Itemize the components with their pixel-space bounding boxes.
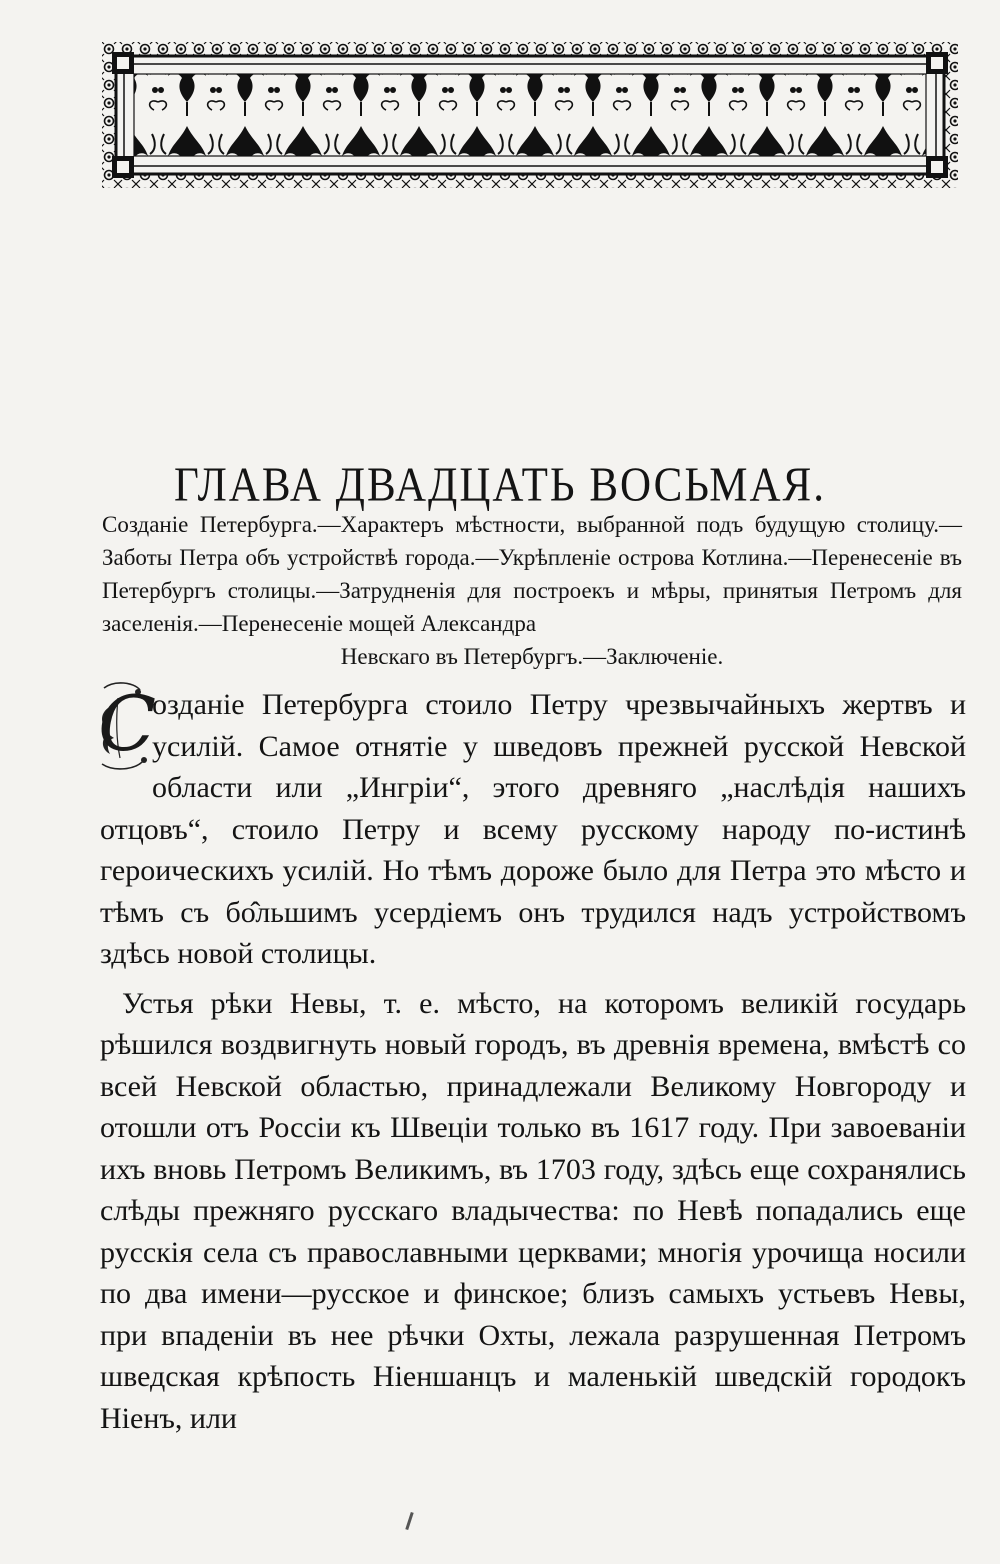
ornamental-header-band	[100, 40, 960, 190]
chapter-summary-last-line: Невскаго въ Петербургъ.—Заключеніе.	[340, 644, 724, 669]
ink-speck	[405, 1512, 413, 1530]
ornament-graphic	[100, 40, 960, 190]
paragraph-2: Устья рѣки Невы, т. е. мѣсто, на которомъ великій государь рѣшился воздвигнуть новый городъ, въ древнія времена, вмѣстѣ со всей Невской областью, принадлежали Великому Новгороду и отошли отъ Россіи къ Швеціи только въ 1617 году. При завоеваніи ихъ вновь Петромъ Великимъ, въ 1703 году, здѣсь еще сохранялись слѣды прежняго русскаго владычества: по Невѣ попадались еще русскія села съ православными церквами; многія урочища носили по два имени—русское и финское; близъ самыхъ устьевъ Невы, при впаденіи въ нее рѣчки Охты, лежала разрушенная Петромъ шведская крѣпость Ніеншанцъ и маленькій шведскій городокъ Ніенъ, или	[100, 986, 966, 1435]
chapter-title: ГЛАВА ДВАДЦАТЬ ВОСЬМАЯ.	[174, 458, 826, 512]
paragraph-1-text: озданіе Петербурга стоило Петру чрезвычайныхъ жертвъ и усилій. Самое отнятіе у шведовъ прежней русской Невской области или „Ингріи“, этого древняго „наслѣдія нашихъ отцовъ“, стоило Петру и всему русскому народу по-истинѣ героическихъ усилій. Но тѣмъ дороже было для Петра это мѣсто и тѣмъ съ бо̂льшимъ усердіемъ онъ трудился надъ устройствомъ здѣсь новой столицы.	[100, 688, 966, 970]
chapter-summary	[102, 508, 962, 673]
chapter-summary-main: Созданіе Петербурга.—Характеръ мѣстности, выбранной подъ будущую столицу.—Заботы Петра объ устройствѣ города.—Укрѣпленіе острова Котлина.—Перенесеніе въ Петербургъ столицы.—Затрудненія для построекъ и мѣры, принятыя Петромъ для заселенія.—Перенесеніе мощей Александра	[102, 512, 962, 636]
paragraph-1	[98, 679, 966, 975]
ornamental-drop-cap	[94, 679, 157, 768]
chapter-body	[98, 679, 966, 1439]
drop-cap-letter: С	[98, 679, 157, 768]
